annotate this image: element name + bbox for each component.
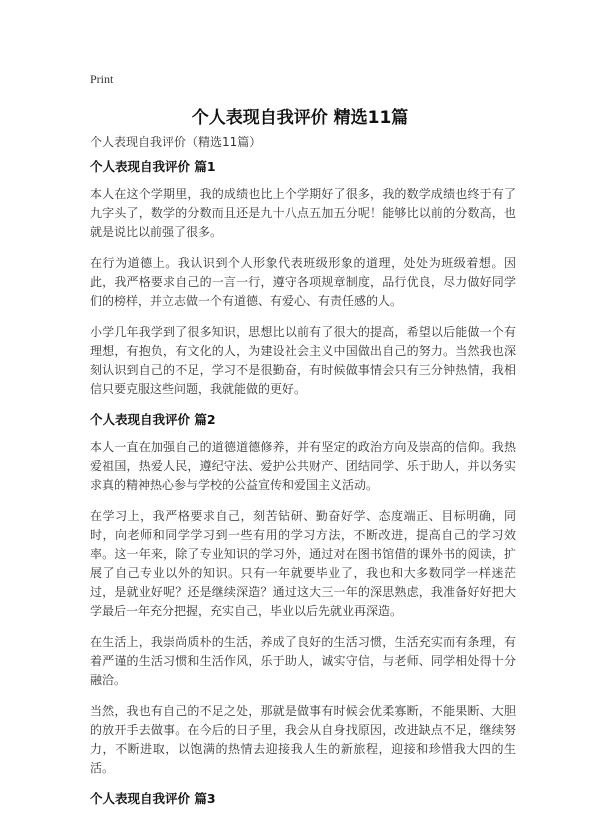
document-title: 个人表现自我评价 精选11篇 xyxy=(191,108,409,128)
document-body xyxy=(90,158,516,817)
section-2 xyxy=(90,411,516,778)
print-link[interactable]: Print xyxy=(90,72,114,86)
paragraph: 在学习上，我严格要求自己，刻苦钻研、勤奋好学、态度端正、目标明确，同时，向老师和同学学习到一些有用的学习方法，不断改进，提高自己的学习效率。这一年来，除了专业知识的学习外，通过对在图书馆借的课外书的阅读，扩展了自己专业以外的知识。只有一年就要毕业了，我也和大多数同学一样迷茫过，是就业好呢？还是继续深造？通过这大三一年的深思熟虑，我准备好好把大学最后一年充分把握，充实自己，毕业以后先就业再深造。 xyxy=(90,509,516,618)
paragraph: 本人一直在加强自己的道德道德修养，并有坚定的政治方向及崇高的信仰。我热爱祖国，热爱人民，遵纪守法、爱护公共财产、团结同学、乐于助人，并以务实求真的精神热心参与学校的公益宣传和爱国主义活动。 xyxy=(90,440,516,492)
section-heading: 个人表现自我评价 篇1 xyxy=(90,159,216,174)
document-subtitle: 个人表现自我评价（精选11篇） xyxy=(90,135,262,149)
section-1 xyxy=(90,158,516,399)
section-heading: 个人表现自我评价 篇2 xyxy=(90,412,216,427)
section-heading: 个人表现自我评价 篇3 xyxy=(90,791,216,806)
section-3 xyxy=(90,790,516,808)
paragraph: 小学几年我学到了很多知识，思想比以前有了很大的提高，希望以后能做一个有理想，有抱负，有文化的人，为建设社会主义中国做出自己的努力。当然我也深刻认识到自己的不足，学习不是很勤奋，有时候做事情会只有三分钟热情，我相信只要克服这些问题，我就能做的更好。 xyxy=(90,325,516,396)
paragraph: 在行为道德上。我认识到个人形象代表班级形象的道理，处处为班级着想。因此，我严格要求自己的一言一行，遵守各项规章制度，品行优良，尽力做好同学们的榜样，并立志做一个有道德、有爱心、有责任感的人。 xyxy=(90,256,516,308)
paragraph: 当然，我也有自己的不足之处，那就是做事有时候会优柔寡断，不能果断、大胆的放开手去做事。在今后的日子里，我会从自身找原因，改进缺点不足，继续努力，不断进取，以饱满的热情去迎接我人生的新旅程，迎接和珍惜我大四的生活。 xyxy=(90,704,516,775)
paragraph: 在生活上，我崇尚质朴的生活，养成了良好的生活习惯，生活充实而有条理，有着严谨的生活习惯和生活作风，乐于助人，诚实守信，与老师、同学相处得十分融洽。 xyxy=(90,635,516,687)
paragraph: 本人在这个学期里，我的成绩也比上个学期好了很多，我的数学成绩也终于有了九字头了，数学的分数而且还是九十八点五加五分呢！能够比以前的分数高，也就是说比以前强了很多。 xyxy=(90,187,516,239)
